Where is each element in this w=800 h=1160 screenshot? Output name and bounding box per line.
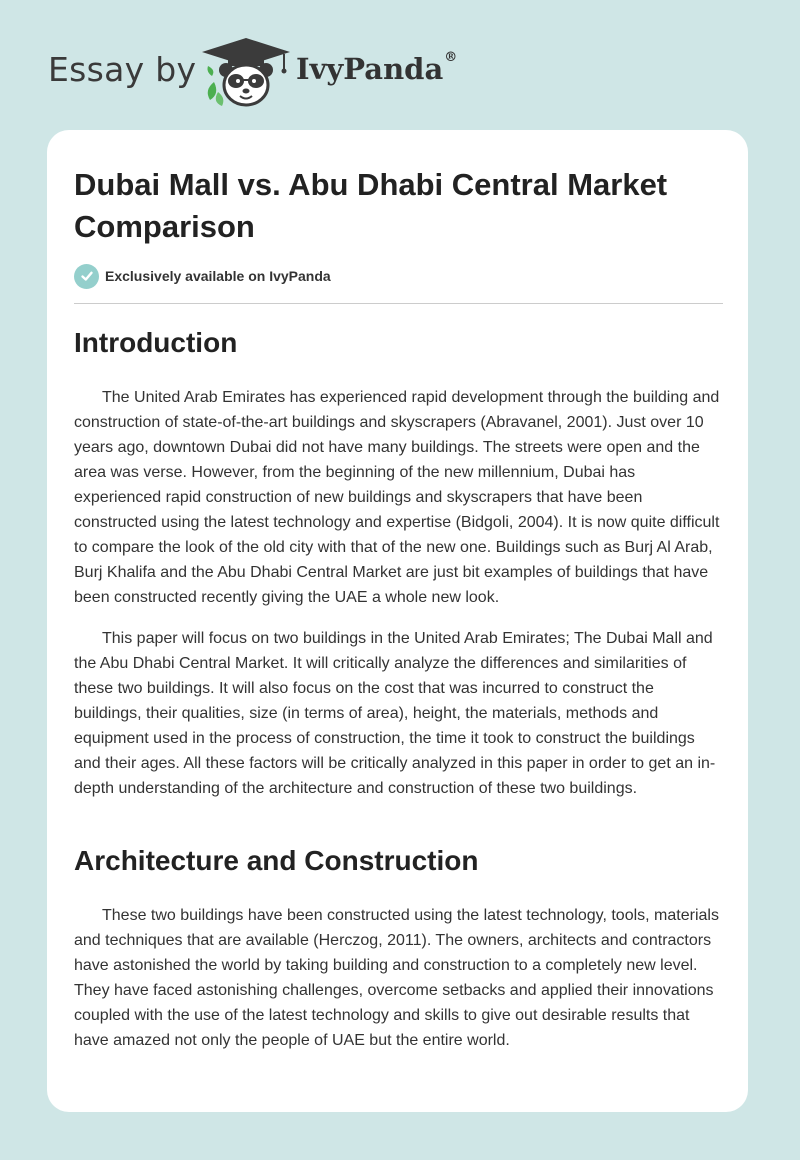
section-heading-introduction: Introduction <box>74 327 238 358</box>
brand-name[interactable]: IvyPanda® <box>296 50 458 86</box>
check-circle-icon <box>74 264 99 289</box>
exclusive-badge-label: Exclusively available on IvyPanda <box>105 268 331 284</box>
paragraph-architecture-1: These two buildings have been constructed using the latest technology, tools, materials and techniques that are available (Herczog, 2011). The owners, architects and contractors have astonished the world by taking building and construction to a completely new level. They have faced astonishing challenges, overcome setbacks and applied their innovations coupled with the use of the latest technology and skills to give out desirable results that have amazed not only the people of UAE but the entire world. <box>74 907 719 1049</box>
site-header <box>48 36 748 108</box>
exclusive-badge <box>74 263 331 289</box>
essay-card <box>47 130 748 1112</box>
paragraph-intro-1: The United Arab Emirates has experienced rapid development through the building and construction of state-of-the-art buildings and skyscrapers (Abravanel, 2001). Just over 10 years ago, downtown Dubai did not have many buildings. The streets were open and the area was verse. However, from the beginning of the new millennium, Dubai has experienced rapid construction of new buildings and skyscrapers that have been constructed using the latest technology and expertise (Bidgoli, 2004). It is now quite difficult to compare the look of the old city with that of the new one. Buildings such as Burj Al Arab, Burj Khalifa and the Abu Dhabi Central Market are just bit examples of buildings that have been constructed recently giving the UAE a whole new look. <box>74 389 720 606</box>
divider <box>74 303 723 304</box>
section-heading-architecture: Architecture and Construction <box>74 845 479 876</box>
registered-mark: ® <box>444 50 458 65</box>
paragraph-intro-2: This paper will focus on two buildings in the United Arab Emirates; The Dubai Mall and the Abu Dhabi Central Market. It will critically analyze the differences and similarities of these two buildings. It will also focus on the cost that was incurred to construct the buildings, their qualities, size (in terms of area), height, the materials, methods and equipment used in the process of construction, the time it took to construct the buildings and their ages. All these factors will be critically analyzed in this paper in order to get an in-depth understanding of the architecture and construction of these two buildings. <box>74 630 716 797</box>
page-title: Dubai Mall vs. Abu Dhabi Central Market Comparison <box>74 167 668 244</box>
essay-by-label: Essay by <box>48 50 197 89</box>
ivypanda-logo-icon[interactable] <box>200 36 292 108</box>
